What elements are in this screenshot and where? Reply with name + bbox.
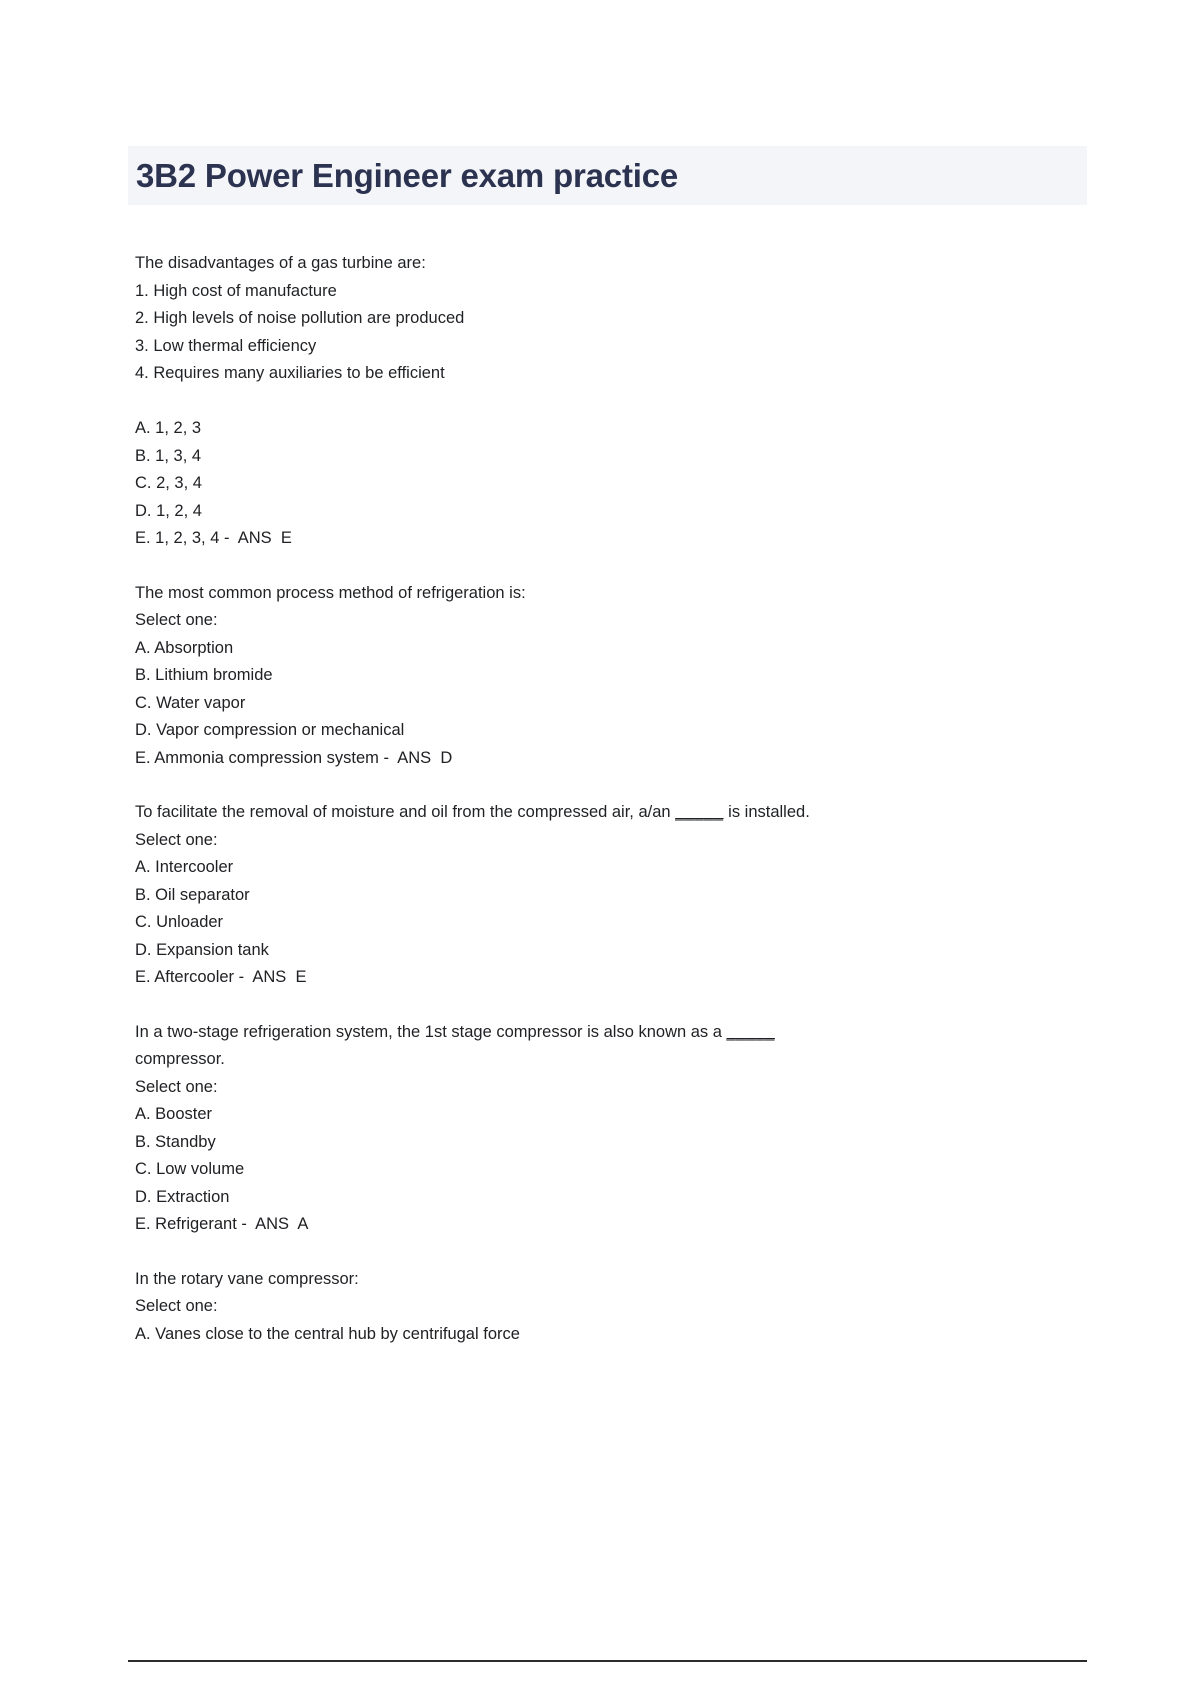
question-stem-line: In the rotary vane compressor:	[135, 1269, 359, 1288]
answer-option-with-key: E. Refrigerant - ANS A	[135, 1215, 309, 1233]
question-stem-line: 1. High cost of manufacture	[135, 281, 337, 300]
answer-option: D. Extraction	[135, 1187, 230, 1206]
answer-option: A. Booster	[135, 1105, 213, 1123]
answer-option: A. 1, 2, 3	[135, 419, 202, 437]
question-stem-line: 2. High levels of noise pollution are produced	[135, 309, 465, 327]
question-stem-line: compressor.	[135, 1050, 225, 1068]
spacer-line	[135, 388, 1035, 416]
question-block	[135, 1266, 1035, 1349]
stem-text-prefix: To facilitate the removal of moisture and oil from the compressed air, a/an	[135, 803, 676, 821]
stem-text-suffix: is installed.	[723, 803, 810, 821]
question-stem-line: The most common process method of refrigeration is:	[135, 583, 526, 602]
answer-option: B. Lithium bromide	[135, 666, 273, 684]
select-one-prompt: Select one:	[135, 1297, 218, 1315]
answer-option: D. 1, 2, 4	[135, 501, 202, 520]
fill-in-blank: _____	[726, 1022, 775, 1041]
question-block	[135, 1019, 1035, 1239]
answer-option: B. Oil separator	[135, 885, 250, 904]
document-body	[135, 250, 1035, 1375]
fill-in-blank: _____	[675, 803, 724, 821]
answer-option: C. Unloader	[135, 913, 224, 931]
answer-option: B. Standby	[135, 1132, 216, 1151]
question-stem-line	[135, 1019, 1035, 1047]
answer-option: D. Expansion tank	[135, 940, 269, 959]
answer-option: A. Intercooler	[135, 858, 234, 876]
answer-option: C. Low volume	[135, 1160, 245, 1178]
page-title: 3B2 Power Engineer exam practice	[136, 157, 679, 194]
select-one-prompt: Select one:	[135, 830, 218, 849]
document-title-band	[128, 146, 1087, 205]
page-footer-rule	[128, 1660, 1087, 1662]
answer-option-with-key: E. Ammonia compression system - ANS D	[135, 748, 453, 767]
question-block	[135, 799, 1035, 992]
answer-option: B. 1, 3, 4	[135, 446, 202, 465]
answer-option: D. Vapor compression or mechanical	[135, 721, 405, 739]
question-block	[135, 250, 1035, 553]
question-stem-line: 4. Requires many auxiliaries to be efficient	[135, 364, 445, 382]
question-stem-line: The disadvantages of a gas turbine are:	[135, 254, 426, 272]
stem-text-prefix: In a two-stage refrigeration system, the 1st stage compressor is also known as a	[135, 1022, 727, 1041]
select-one-prompt: Select one:	[135, 1077, 218, 1096]
answer-option-with-key: E. Aftercooler - ANS E	[135, 968, 307, 986]
answer-option: C. Water vapor	[135, 693, 246, 712]
select-one-prompt: Select one:	[135, 611, 218, 629]
answer-option-with-key: E. 1, 2, 3, 4 - ANS E	[135, 529, 292, 547]
answer-option: A. Vanes close to the central hub by centrifugal force	[135, 1324, 520, 1343]
question-stem-line	[135, 799, 1035, 827]
answer-option: A. Absorption	[135, 638, 234, 657]
question-stem-line: 3. Low thermal efficiency	[135, 336, 317, 355]
question-block	[135, 580, 1035, 773]
answer-option: C. 2, 3, 4	[135, 474, 202, 492]
